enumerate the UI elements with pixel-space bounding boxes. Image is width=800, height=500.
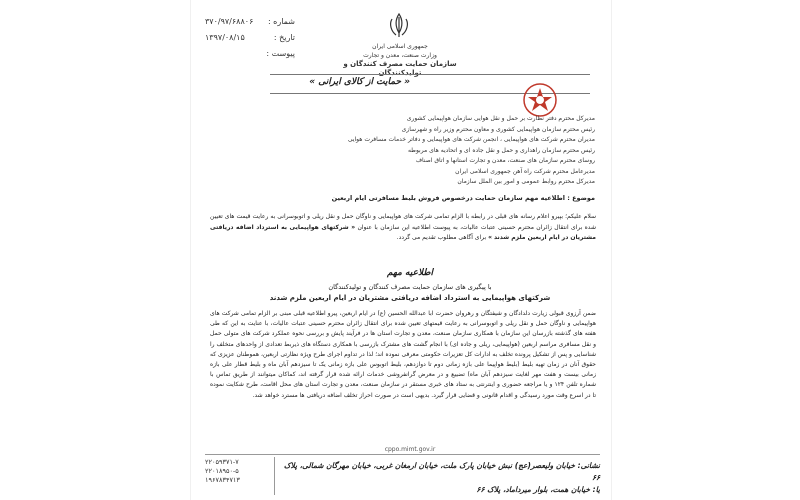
- recipient-4: رئیس محترم سازمان راهداری و حمل و نقل جاده ای و اتحادیه های مربوطه: [407, 146, 595, 154]
- intro-text: بپیرو اعلام رسانه های قبلی در رابطه با الزام تمامی شرکت های هواپیمایی و ناوگان حمل و نقل ریلی و اتوبوسرانی به رعایت قیمت های تعیین شده برای انتقال زائران محترم حسینی عتبات عالیات، به پیوست اطلاعیه این سازمان با عنوان: [210, 213, 596, 231]
- letterhead: [340, 42, 460, 78]
- letter-attachment-label: پیوست :: [266, 49, 295, 58]
- recipient-3: مدیران محترم شرکت های هواپیمایی ، انجمن شرکت های هواپیمایی و دفاتر خدمات مسافرت هوایی: [347, 136, 595, 143]
- intro-tail: برای آگاهی مطلوب تقدیم می گردد.: [396, 234, 487, 241]
- footer-address: [278, 460, 600, 496]
- intro-notice-title: « شرکتهای هواپیمایی به استرداد اضافه دریافتی مشتریان در ایام اربعین ملزم شدند »: [210, 223, 596, 241]
- phone-3: ۱۹۶۷۸۳۴۷۱۳: [205, 476, 240, 484]
- slogan-text: « حمایت از کالای ایرانی »: [309, 77, 410, 87]
- footer-phones: [205, 458, 275, 485]
- subject-label: موضوع :: [567, 194, 595, 202]
- phone-2: ۲۲۰۱۸۹۵۰-۵: [205, 467, 239, 475]
- footer-divider: [205, 454, 600, 455]
- recipient-list: [215, 114, 595, 188]
- letter-number-label: شماره :: [267, 17, 295, 26]
- recipient-2: رئیس محترم سازمان هواپیمایی کشوری و معاون محترم وزیر راه و شهرسازی: [401, 125, 595, 133]
- letter-date: ۱۳۹۷/۰۸/۱۵: [205, 33, 245, 42]
- address-line-2: یا: خیابان همت، بلوار میرداماد، پلاک ۶۶: [476, 485, 600, 494]
- iran-emblem-icon: [384, 11, 414, 41]
- website-link[interactable]: cppo.mimt.gov.ir: [384, 446, 436, 453]
- letter-date-label: تاریخ :: [273, 33, 295, 42]
- address-line-1: نشانی: خیابان ولیعصر(عج) نبش خیابان پارک ملت، خیابان ارمغان غربی، خیابان مهرگان شمالی، پلاک ۶۶: [283, 461, 600, 482]
- phone-1: ۲۲۰۵۹۳۷۱-۷: [205, 458, 239, 466]
- recipient-7: مدیرکل محترم روابط عمومی و امور بین الملل سازمان: [457, 178, 595, 185]
- letterhead-ministry: وزارت صنعت، معدن و تجارت: [363, 52, 437, 59]
- letterhead-organization: سازمان حمایت مصرف کنندگان و تولیدکنندگان: [343, 60, 457, 77]
- recipient-1: مدیرکل محترم دفتر نظارت بر حمل و نقل هوایی سازمان هواپیمایی کشوری: [406, 115, 595, 122]
- letter-number: ۳۷۰/۹۷/۶۸۸۰۶: [205, 17, 254, 26]
- recipient-6: مدیرعامل محترم شرکت راه آهن جمهوری اسلامی ایران: [455, 167, 595, 175]
- letter-subject: [215, 194, 595, 202]
- notice-body: ضمن آرزوی قبولی زیارت دلدادگان و شیفتگان و رهروان حضرت ابا عبدالله الحسین (ع) در ایام اربعین، پیرو اطلاعیه قبلی مبنی بر الزام تمامی شرکت های هواپیمایی و ناوگان حمل و نقل ریلی و اتوبوسرانی به رعایت قیمتهای تعیین شده برای انتقال زائران محترم حسینی عتبات عالیات، با عنایت به این که طی هفته های گذشته بازرسان این سازمان با همکاری سازمان صنعت، معدن و تجارت استان ها در فرآیند پایش و بررسی نحوه عملکرد شرکت های متولی حمل و نقل مسافری مراسم اربعین (هواپیمایی، ریلی و جاده ای) با انجام گشت های مشترک بازرسی با همکاری دستگاه های ذیربط تعدادی از واحدهای متخلف را شناسایی و پس از تشکیل پرونده تخلف به ادارات کل تعزیرات حکومتی معرفی نموده اند؛ لذا در تداوم اجرای طرح ویژه نظارتی اربعین، هموطنان عزیزی که حقوق آنان در زمان تهیه بلیط (بلیط هواپیما علی بازه زمانی دوم تا دوازدهم، بلیط اتوبوس علی بازه زمانی یک تا سیزدهم آبان ماه و بلیط قطار علی بازه زمانی بیست و هفت مهر لغایت سیزدهم آبان ماه) تضییع و در معرض گرانفروشی خدمات ارائه شده قرار گرفته اند، کماکان میتوانند از طریق تماس با شماره تلفن ۱۲۴ و یا مراجعه حضوری و اینترنتی به ستاد های خبری مستقر در سازمان صنعت، معدن و تجارت استان های محل اقامت، طرح شکایت نموده تا در اسرع وقت مورد رسیدگی و اقدام قانونی و قضایی قرار گیرد. بدیهی است در صورت احراز تخلف اضافه دریافتی ها مسترد خواهد شد.: [210, 310, 596, 399]
- consumer-protection-logo-icon: [522, 82, 558, 118]
- greeting: سلام علیکم؛: [565, 213, 596, 220]
- notice-subtitle: با پیگیری های سازمان حمایت مصرف کنندگان و تولیدکنندگان: [328, 283, 492, 291]
- notice-headline: شرکتهای هواپیمایی به استرداد اضافه دریافتی مشتریان در ایام اربعین ملزم شدند: [269, 294, 551, 302]
- notice-title: اطلاعیه مهم: [386, 268, 434, 278]
- letter-reference: [205, 14, 295, 62]
- letterhead-country: جمهوری اسلامی ایران: [372, 43, 428, 50]
- subject-text: اطلاعیه مهم سازمان حمایت درخصوص فروش بلیط مسافرتی ایام اربعین: [331, 194, 565, 202]
- recipient-5: روسای محترم سازمان های صنعت، معدن و تجارت استانها و اتاق اصناف: [415, 157, 595, 164]
- letter-intro: [210, 212, 596, 244]
